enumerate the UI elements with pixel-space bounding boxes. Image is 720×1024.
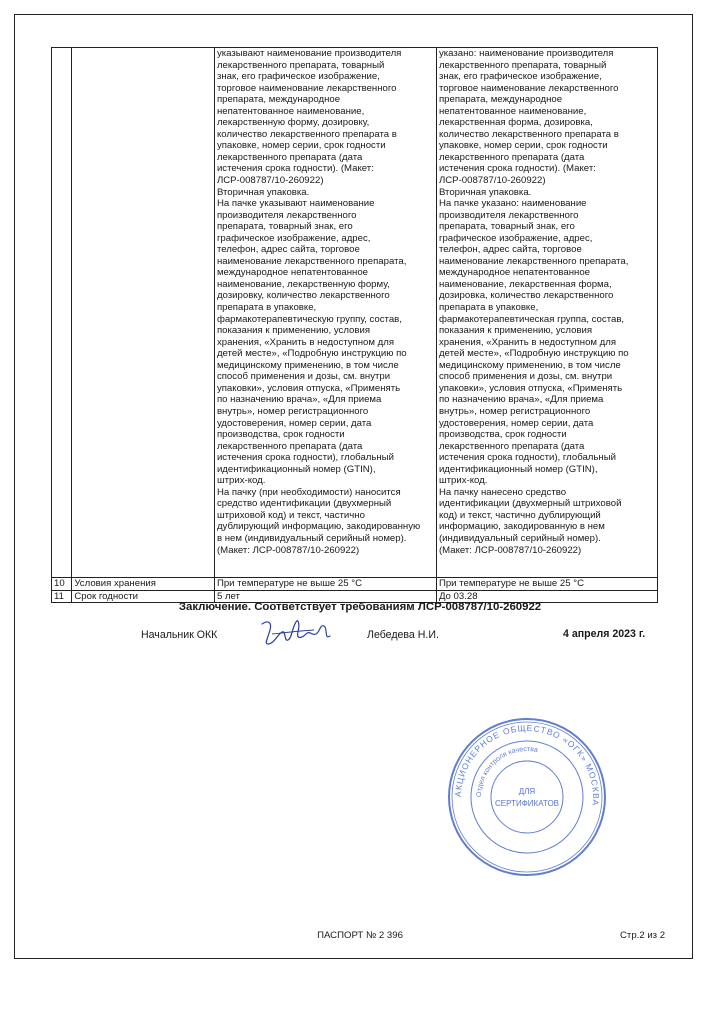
row-number-cell — [52, 48, 72, 578]
table-row-storage — [52, 578, 658, 591]
specification-table — [51, 47, 658, 603]
stamp-inner-text: Отдел контроля качества — [475, 745, 539, 798]
stamp-outer-text: АКЦИОНЕРНОЕ ОБЩЕСТВО «ОГК» МОСКВА — [452, 722, 602, 807]
indicator-name-cell: Срок годности — [72, 590, 215, 603]
signatory-name: Лебедева Н.И. — [367, 629, 439, 641]
requirement-cell: 5 лет — [214, 590, 436, 603]
signatory-role: Начальник ОКК — [141, 629, 218, 641]
indicator-name-cell — [72, 48, 215, 578]
handwritten-signature — [258, 614, 336, 654]
signature-date: 4 апреля 2023 г. — [563, 628, 646, 640]
stamp-center-line1: ДЛЯ — [518, 787, 536, 796]
round-stamp — [446, 716, 608, 878]
passport-number: ПАСПОРТ № 2 396 — [317, 930, 403, 941]
indicator-name-cell: Условия хранения — [72, 578, 215, 591]
requirement-cell: указывают наименование производителя лекарственного препарата, товарный знак, его графическое изображение, торговое наименование лекарственного препарата, международное непатентованное наименование, лекарственную форму, дозировку, количество лекарственного препарата в упаковке, номер серии, срок годности лекарственного препарата (дата истечения срока годности). (Макет: ЛСР-008787/10-260922) Вторичная упаковка. На пачке указывают наименование производителя лекарственного препарата, товарный знак, его графическое изображение, адрес, телефон, адрес сайта, торговое наименование лекарственного препарата, международное непатентованное наименование, лекарственную форму, дозировку, количество лекарственного препарата в упаковке, фармакотерапевтическую группу, состав, показания к применению, условия хранения, «Хранить в недоступном для детей месте», «Подробную инструкцию по медицинскому применению, в том числе способ применения и дозы, см. внутри упаковки», условия отпуска, «Применять по назначению врача», «Для приема внутрь», номер регистрационного удостоверения, номер серии, дата производства, срок годности лекарственного препарата (дата истечения срока годности), глобальный идентификационный номер (GTIN), штрих-код. На пачку (при необходимости) наносится средство идентификации (двухмерный штриховой код) и текст, частично дублирующий информацию, закодированную в нем (индивидуальный серийный номер). (Макет: ЛСР-008787/10-260922) — [214, 48, 436, 578]
table-row-continued — [52, 48, 658, 578]
row-number-cell: 11 — [52, 590, 72, 603]
result-cell: указано: наименование производителя лекарственного препарата, товарный знак, его графическое изображение, торговое наименование лекарственного препарата, международное непатентованное наименование, лекарственная форма, дозировка, количество лекарственного препарата в упаковке, номер серии, срок годности лекарственного препарата (дата истечения срока годности). (Макет: ЛСР-008787/10-260922) Вторичная упаковка. На пачке указано: наименование производителя лекарственного препарата, товарный знак, его графическое изображение, адрес, телефон, адрес сайта, торговое наименование лекарственного препарата, международное непатентованное наименование, лекарственная форма, дозировка, количество лекарственного препарата в упаковке, фармакотерапевтическая группа, состав, показания к применению, условия хранения, «Хранить в недоступном для детей месте», «Подробную инструкцию по медицинскому применению, в том числе способ применения и дозы, см. внутри упаковки», условия отпуска, «Применять по назначению врача», «Для приема внутрь», номер регистрационного удостоверения, номер серии, дата производства, срок годности лекарственного препарата (дата истечения срока годности), глобальный идентификационный номер (GTIN), штрих-код. На пачку нанесено средство идентификации (двухмерный штриховой код) и текст, частично дублирующий информацию, закодированную в нем (индивидуальный серийный номер). (Макет: ЛСР-008787/10-260922) — [436, 48, 657, 578]
result-cell: При температуре не выше 25 °С — [436, 578, 657, 591]
row-number-cell: 10 — [52, 578, 72, 591]
requirement-cell: При температуре не выше 25 °С — [214, 578, 436, 591]
page-number: Стр.2 из 2 — [620, 930, 666, 941]
result-cell: До 03.28 — [436, 590, 657, 603]
conclusion-text: Заключение. Соответствует требованиям ЛСР-008787/10-260922 — [178, 601, 542, 613]
stamp-center-line2: СЕРТИФИКАТОВ — [494, 799, 560, 808]
